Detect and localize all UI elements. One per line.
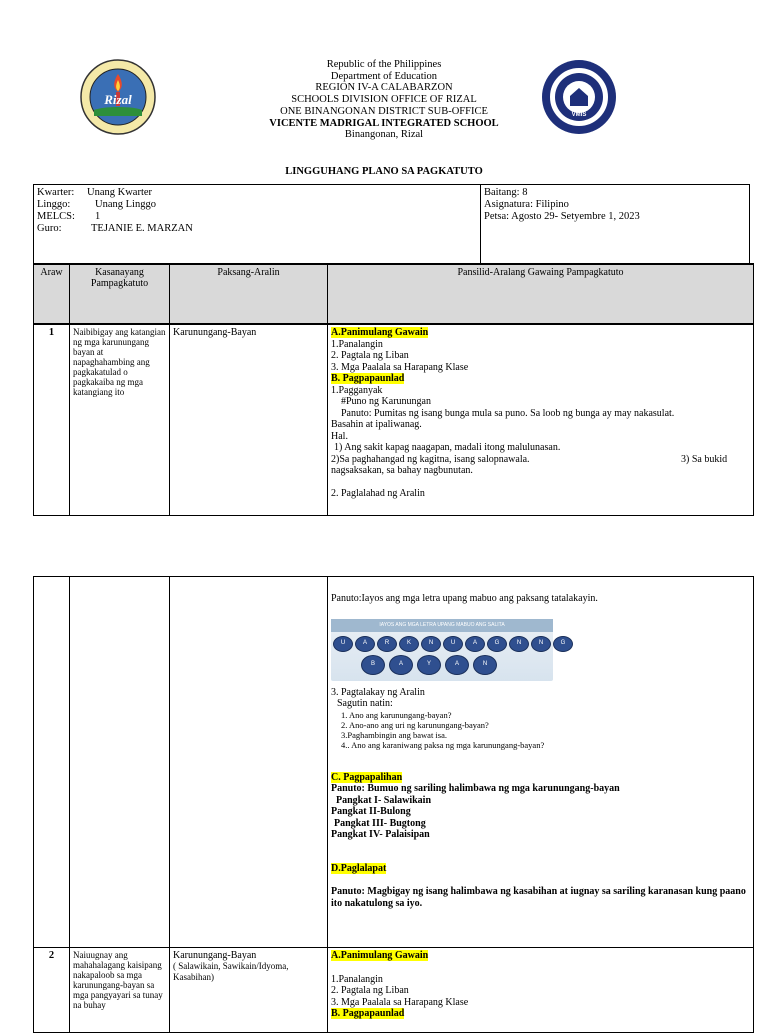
day1-a-heading: A.Panimulang Gawain — [331, 327, 429, 338]
d-panuto: Panuto: Magbigay ng isang halimbawa ng kasabihan at iugnay sa sariling karanasan kung paano ito nakatulong sa iyo. — [331, 886, 746, 909]
col-paksa: Paksang-Aralin — [170, 264, 328, 324]
puzzle-letter: A — [465, 636, 485, 652]
day1-h3b: nagsaksakan, sa bahay nagbunutan. — [331, 465, 473, 476]
kwarter-label: Kwarter: — [37, 187, 75, 198]
melcs-value: 1 — [95, 211, 101, 222]
day2-paksa-2: ( Salawikain, Sawikain/Idyoma, Kasabihan) — [173, 961, 289, 982]
puzzle-letter: G — [487, 636, 507, 652]
guro-label: Guro: — [37, 223, 62, 234]
group-3: Pangkat III- Bugtong — [334, 817, 426, 829]
petsa: Petsa: Agosto 29- Setyembre 1, 2023 — [484, 211, 640, 222]
lesson-table-2 — [33, 576, 754, 1033]
day2-paksa-1: Karunungang-Bayan — [173, 950, 257, 961]
group-1: Pangkat I- Salawikain — [336, 794, 432, 806]
question-2: 2. Ano-ano ang uri ng karunungang-bayan? — [341, 719, 489, 730]
day2-row — [34, 948, 754, 1033]
info-table — [33, 184, 750, 267]
day1-a2: 2. Pagtala ng Liban — [331, 350, 409, 361]
day1-b-heading: B. Pagpapaunlad — [331, 373, 405, 384]
header-line-4: SCHOOLS DIVISION OFFICE OF RIZAL — [291, 94, 477, 106]
puzzle-panuto: Panuto:Iayos ang mga letra upang mabuo ang paksang tatalakayin. — [331, 593, 598, 604]
puzzle-letter: U — [443, 636, 463, 652]
day1-b1: 1.Pagganyak — [331, 384, 383, 396]
day1-b1a: #Puno ng Karunungan — [341, 396, 431, 407]
day2-a2: 2. Pagtala ng Liban — [331, 985, 409, 996]
day1-a1: 1.Panalangin — [331, 338, 383, 350]
header-line-2: Department of Education — [330, 70, 438, 82]
sagutin: Sagutin natin: — [337, 698, 393, 709]
day2-kasanayan: Naiuugnay ang mahahalagang kaisipang nakapaloob sa mga karunungang-bayan sa mga pangyayari sa tunay na buhay — [70, 948, 170, 1033]
question-3: 3.Paghambingin ang bawat isa. — [341, 729, 447, 740]
puzzle-title: IAYOS ANG MGA LETRA UPANG MABUO ANG SALITA — [331, 619, 553, 633]
puzzle-letter: A — [389, 655, 413, 675]
day1-paksa: Karunungang-Bayan — [170, 324, 328, 516]
puzzle-letter: R — [377, 636, 397, 652]
puzzle-letter: B — [361, 655, 385, 675]
puzzle-letter: A — [355, 636, 375, 652]
day2-number: 2 — [34, 948, 70, 1033]
letter-puzzle — [331, 619, 566, 681]
puzzle-letter: G — [553, 636, 573, 652]
d-heading: D.Paglalapat — [331, 862, 387, 874]
document-title: LINGGUHANG PLANO SA PAGKATUTO — [285, 166, 483, 177]
header-line-1: Republic of the Philippines — [326, 59, 442, 70]
day1-continued-row — [34, 577, 754, 948]
day1-h1: 1) Ang sakit kapag naagapan, madali itong malulunasan. — [334, 442, 561, 453]
day1-b1b: Panuto: Pumitas ng isang bunga mula sa puno. Sa loob ng bunga ay may nakasulat. — [341, 407, 675, 419]
header-line-3: REGION IV-A CALABARZON — [315, 82, 453, 94]
puzzle-letter: N — [531, 636, 551, 652]
guro-value: TEJANIE E. MARZAN — [91, 223, 193, 234]
puzzle-letter: N — [473, 655, 497, 675]
day1-b2: 2. Paglalahad ng Aralin — [331, 487, 425, 499]
col-araw: Araw — [34, 264, 70, 324]
school-location: Binangonan, Rizal — [344, 129, 424, 141]
school-name: VICENTE MADRIGAL INTEGRATED SCHOOL — [269, 117, 499, 129]
group-2: Pangkat II-Bulong — [331, 806, 411, 817]
col-pansilid: Pansilid-Aralang Gawaing Pampagkatuto — [328, 264, 754, 324]
day1-h3a: 3) Sa bukid — [681, 453, 728, 465]
day2-a3: 3. Mga Paalala sa Harapang Klase — [331, 996, 469, 1008]
day2-a1: 1.Panalangin — [331, 973, 383, 985]
baitang: Baitang: 8 — [484, 187, 528, 198]
puzzle-row-1 — [333, 636, 573, 652]
day1-kasanayan: Naibibigay ang katangian ng mga karunungang bayan at napaghahambing ang pagkakatulad o pagkakaiba ng mga katangiang ito — [70, 324, 170, 516]
day2-b-heading: B. Pagpapaunlad — [331, 1008, 405, 1019]
puzzle-letter: Y — [417, 655, 441, 675]
puzzle-letter: K — [399, 636, 419, 652]
day1-h2: 2)Sa paghahangad ng kagitna, isang salopnawala. — [331, 453, 530, 465]
linggo-value: Unang Linggo — [95, 199, 156, 210]
c-panuto: Panuto: Bumuo ng sariling halimbawa ng mga karunungang-bayan — [331, 783, 620, 794]
c-heading: C. Pagpapalihan — [331, 771, 403, 783]
puzzle-row-2 — [361, 655, 497, 675]
day1-a3: 3. Mga Paalala sa Harapang Klase — [331, 361, 469, 373]
header-line-5: ONE BINANGONAN DISTRICT SUB-OFFICE — [280, 105, 488, 117]
melcs-label: MELCS: — [37, 211, 75, 222]
linggo-label: Linggo: — [37, 199, 71, 210]
puzzle-letter: A — [445, 655, 469, 675]
lesson-table-1 — [33, 263, 754, 516]
cont-b3: 3. Pagtalakay ng Aralin — [331, 686, 425, 698]
col-kasanayan: Kasanayang Pampagkatuto — [70, 264, 170, 324]
puzzle-letter: N — [509, 636, 529, 652]
question-1: 1. Ano ang karunungang-bayan? — [341, 709, 452, 720]
day1-number: 1 — [34, 324, 70, 516]
seal-text: VMIS — [571, 112, 587, 118]
question-4: 4.. Ano ang karaniwang paksa ng mga karunungang-bayan? — [341, 739, 545, 750]
day2-a-heading: A.Panimulang Gawain — [331, 950, 429, 961]
day1-row — [34, 324, 754, 516]
letterhead — [200, 59, 568, 141]
kwarter-value: Unang Kwarter — [87, 187, 153, 198]
day1-hal: Hal. — [331, 430, 348, 442]
deped-rizal-logo — [78, 58, 158, 136]
asignatura: Asignatura: Filipino — [484, 199, 569, 210]
logo-rizal-text: Rizal — [104, 92, 132, 107]
puzzle-letter: N — [421, 636, 441, 652]
group-4: Pangkat IV- Palaisipan — [331, 829, 430, 840]
puzzle-letter: U — [333, 636, 353, 652]
day1-b1c: Basahin at ipaliwanag. — [331, 419, 422, 430]
